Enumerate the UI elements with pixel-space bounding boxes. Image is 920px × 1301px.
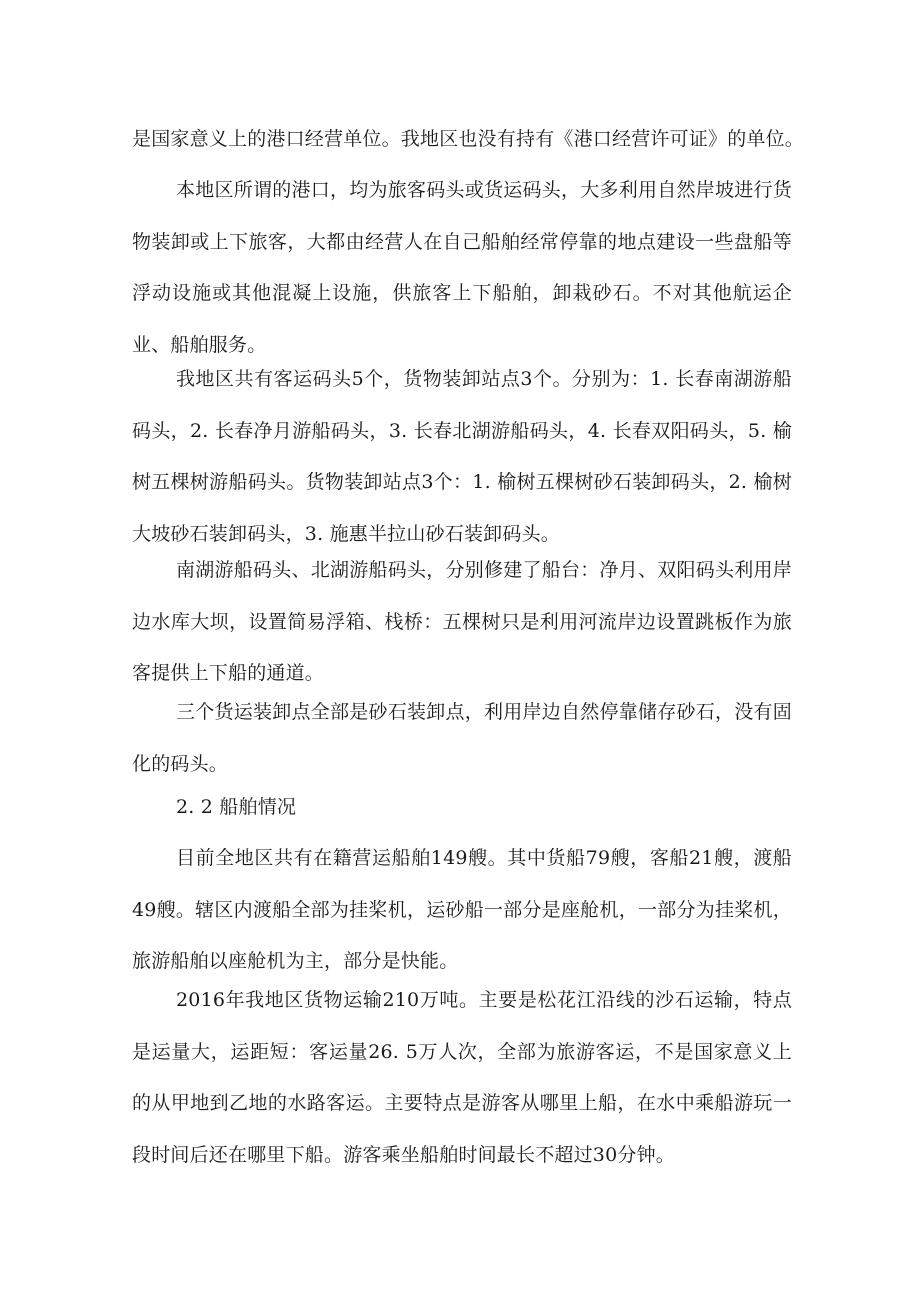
paragraph-port-definition: 本地区所谓的港口，均为旅客码头或货运码头，大多利用自然岸坡进行货物装卸或上下旅客，大都由经营人在自己船舶经常停靠的地点建设一些盘船等浮动设施或其他混凝上设施，供旅客上下船舶，卸栽砂石。不对其他航运企业、船舶服务。 xyxy=(132,179,792,356)
paragraph-port-operators: 是国家意义上的港口经营单位。我地区也没有持有《港口经营许可证》的单位。 xyxy=(132,128,805,150)
paragraph-vessel-stats: 目前全地区共有在籍营运船舶149艘。其中货船79艘，客船21艘，渡船49艘。辖区内渡船全部为挂桨机，运砂船一部分是座舱机，一部分为挂桨机，旅游船舶以座舱机为主，部分是快能。 xyxy=(132,847,792,972)
paragraph-terminal-facilities: 南湖游船码头、北湖游船码头，分别修建了船台：净月、双阳码头利用岸边水库大坝，设置简易浮箱、栈桥：五棵树只是利用河流岸边设置跳板作为旅客提供上下船的通道。 xyxy=(132,559,792,684)
section-heading-vessels: 2. 2 船舶情况 xyxy=(176,796,297,818)
paragraph-terminal-list: 我地区共有客运码头5个，货物装卸站点3个。分别为：1. 长春南湖游船码头，2. 长春净月游船码头，3. 长春北湖游船码头，4. 长春双阳码头，5. 榆树五棵树游船码头。货物装卸站点3个：1. 榆树五棵树砂石装卸码头，2. 榆树大坡砂石装卸码头，3. 施惠半拉山砂石装卸码头。 xyxy=(132,368,792,545)
paragraph-cargo-points: 三个货运装卸点全部是砂石装卸点，利用岸边自然停靠储存砂石，没有固化的码头。 xyxy=(132,701,792,775)
paragraph-transport-volume: 2016年我地区货物运输210万吨。主要是松花江沿线的沙石运输，特点是运量大，运距短：客运量26. 5万人次，全部为旅游客运，不是国家意义上的从甲地到乙地的水路客运。主要特点是游客从哪里上船，在水中乘船游玩一段时间后还在哪里下船。游客乘坐船舶时间最长不超过30分钟。 xyxy=(132,989,792,1166)
